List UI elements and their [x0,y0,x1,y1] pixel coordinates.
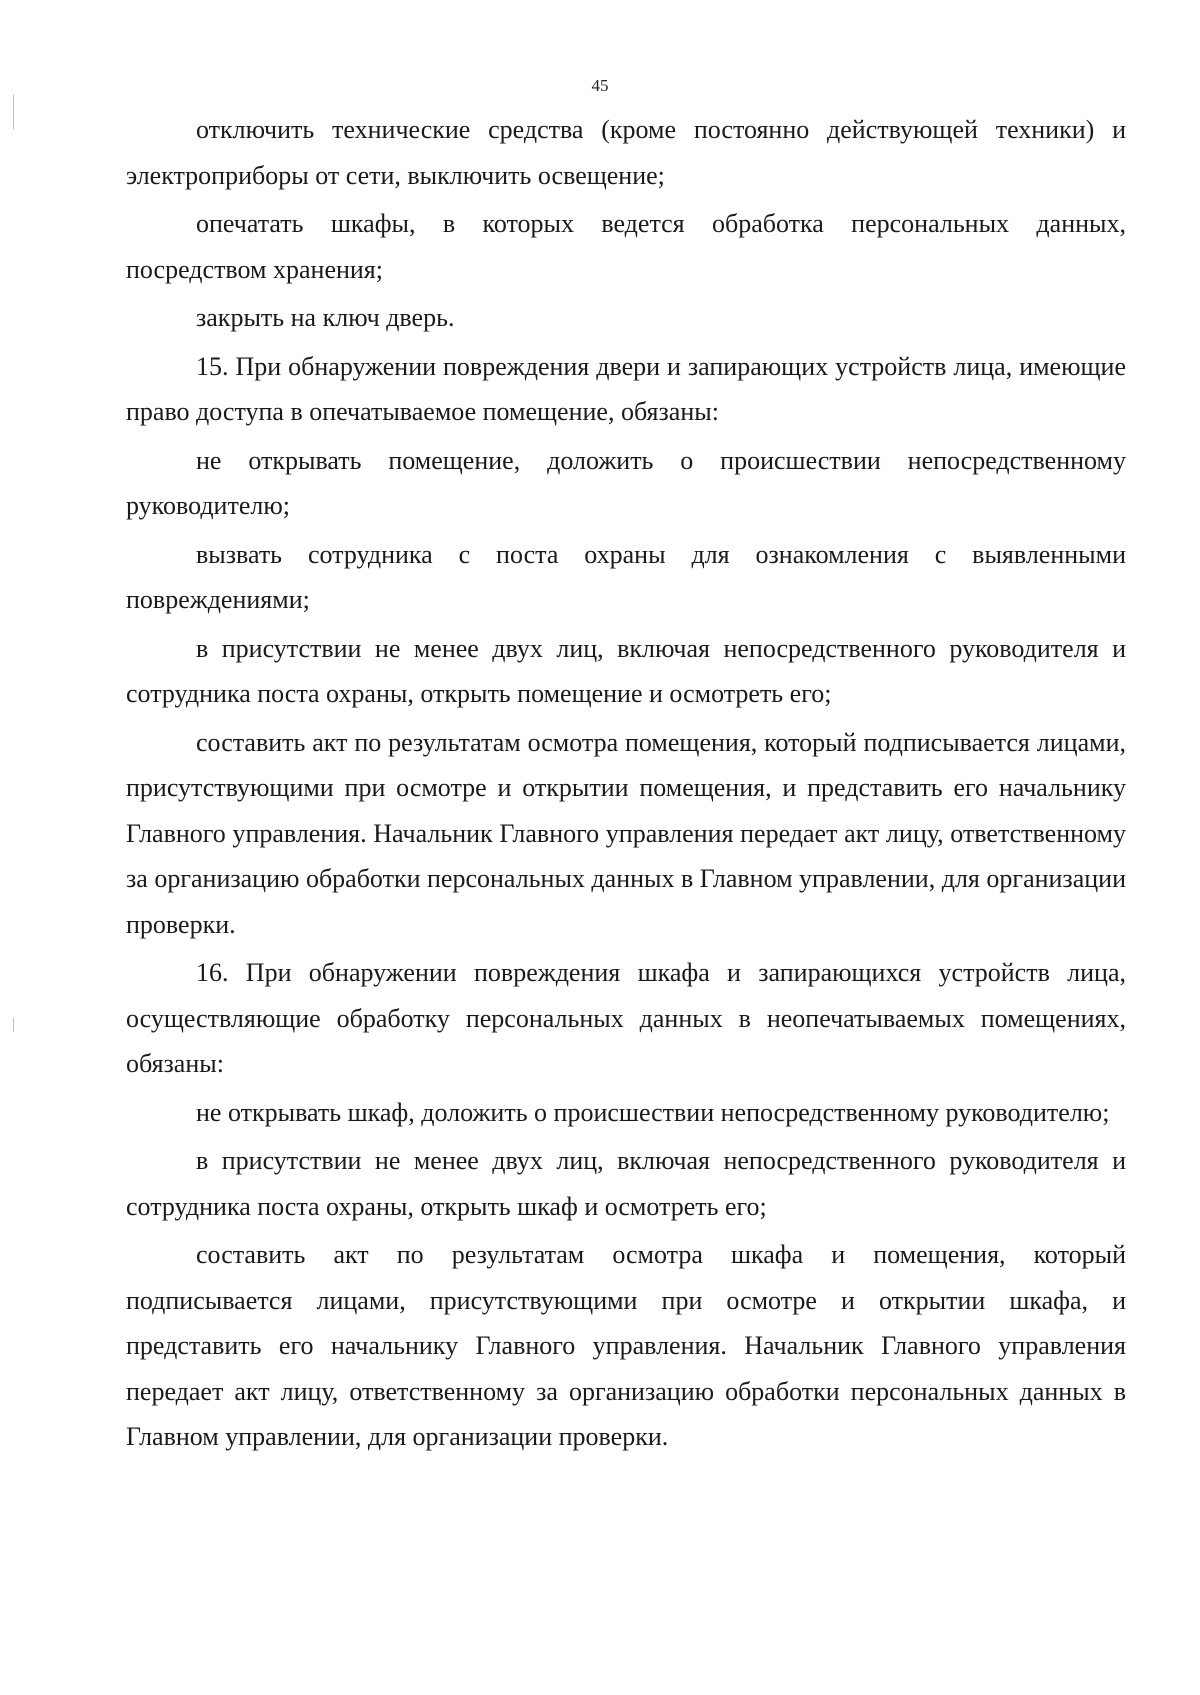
paragraph: не открывать помещение, доложить о происшествии непосредственному руководителю; [126,445,1126,520]
scan-margin-mark [13,95,14,129]
scan-margin-mark [13,1018,14,1032]
paragraph: не открывать шкаф, доложить о происшествии непосредственному руководителю; [196,1097,1110,1127]
paragraph: в присутствии не менее двух лиц, включая непосредственного руководителя и сотрудника поста охраны, открыть помещение и осмотреть его; [126,633,1126,708]
paragraph: опечатать шкафы, в которых ведется обработка персональных данных, посредством хранения; [126,209,1126,284]
paragraph: 16. При обнаружении повреждения шкафа и запирающихся устройств лица, осуществляющие обработку персональных данных в неопечатываемых помещениях, обязаны: [126,958,1126,1078]
paragraph: закрыть на ключ дверь. [196,303,455,332]
paragraph: составить акт по результатам осмотра шкафа и помещения, который подписывается лицами, присутствующими при осмотре и открытии шкафа, и представить его начальнику Главного управления. Начальник Главного управления передает акт лицу, ответственному за организацию обработки персональных данных в Главном управлении, для организации проверки. [126,1240,1126,1451]
page-number: 45 [591,76,609,95]
document-body [126,107,1126,1460]
paragraph: в присутствии не менее двух лиц, включая непосредственного руководителя и сотрудника поста охраны, открыть шкаф и осмотреть его; [126,1146,1126,1221]
paragraph: отключить технические средства (кроме постоянно действующей техники) и электроприборы от сети, выключить освещение; [126,115,1126,190]
paragraph: 15. При обнаружении повреждения двери и запирающих устройств лица, имеющие право доступа в опечатываемое помещение, обязаны: [126,351,1126,426]
paragraph: вызвать сотрудника с поста охраны для ознакомления с выявленными повреждениями; [126,539,1126,614]
paragraph: составить акт по результатам осмотра помещения, который подписывается лицами, присутствующими при осмотре и открытии помещения, и представить его начальнику Главного управления. Начальник Главного управления передает акт лицу, ответственному за организацию обработки персональных данных в Главном управлении, для организации проверки. [126,727,1126,939]
